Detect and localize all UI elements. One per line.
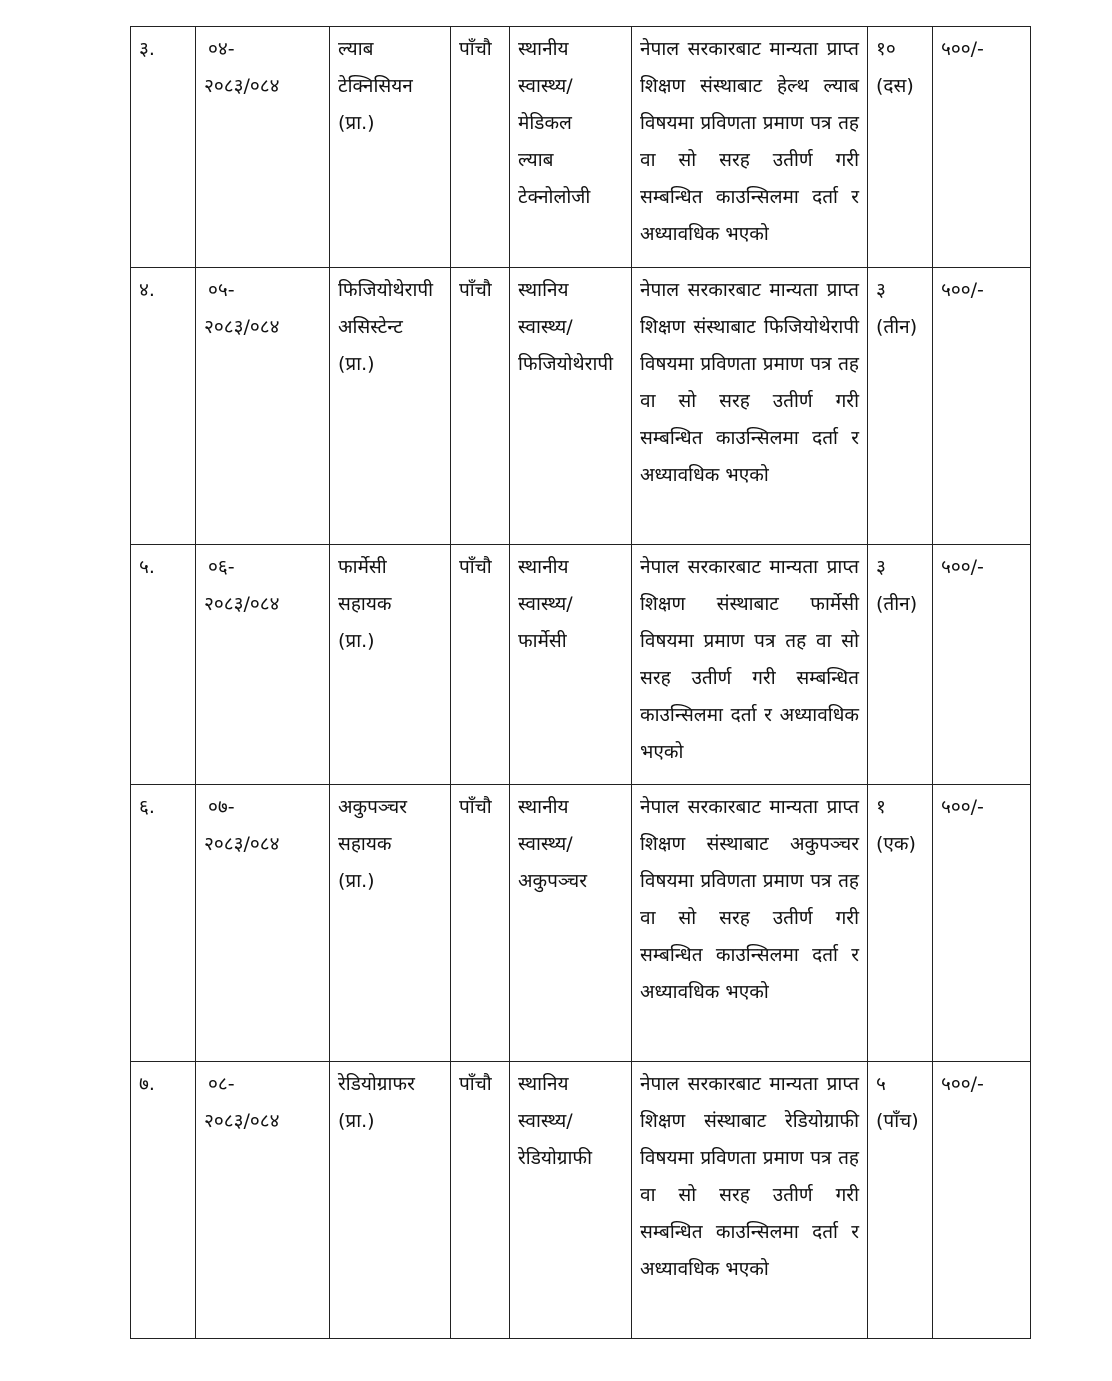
serial-number-cell — [131, 1062, 196, 1339]
table-body — [131, 27, 1031, 1339]
post-name-line: (प्रा.) — [338, 870, 375, 892]
qualification-text: नेपाल सरकारबाट मान्यता प्राप्त शिक्षण संस्थाबाट फार्मेसी विषयमा प्रमाण पत्र तह वा सो सरह उतीर्ण गरी सम्बन्धित काउन्सिलमा दर्ता र अध्यावधिक भएको — [640, 556, 859, 763]
qualification-text: नेपाल सरकारबाट मान्यता प्राप्त शिक्षण संस्थाबाट रेडियोग्राफी विषयमा प्रविणता प्रमाण पत्र तह वा सो सरह उतीर्ण गरी सम्बन्धित काउन्सिलमा दर्ता र अध्यावधिक भएको — [640, 1073, 859, 1280]
serial-number-cell — [131, 27, 196, 268]
post-name-line: सहायक — [338, 833, 392, 855]
table-row — [131, 27, 1031, 268]
service-group-line: स्वास्थ्य/ — [518, 75, 573, 97]
service-group-line: अकुपञ्चर — [518, 870, 587, 892]
service-group-line: रेडियोग्राफी — [518, 1147, 593, 1169]
serial-number-cell — [131, 785, 196, 1062]
application-fee: ५००/- — [941, 38, 984, 60]
table-row — [131, 268, 1031, 545]
advertisement-code-line: ०७- — [208, 796, 235, 818]
advertisement-code-line: ०६- — [208, 556, 235, 578]
serial-number-cell — [131, 545, 196, 785]
qualification-cell — [632, 1062, 868, 1339]
qualification-cell — [632, 268, 868, 545]
level-cell — [451, 785, 510, 1062]
service-group-line: फिजियोथेरापी — [518, 353, 614, 375]
post-name-line: (प्रा.) — [338, 112, 375, 134]
post-name-line: (प्रा.) — [338, 630, 375, 652]
serial-number: ७. — [139, 1073, 155, 1095]
service-group-line: फार्मेसी — [518, 630, 567, 652]
serial-number-cell — [131, 268, 196, 545]
advertisement-code-line: ०५- — [208, 279, 235, 301]
service-group-line: स्वास्थ्य/ — [518, 833, 573, 855]
table-row — [131, 545, 1031, 785]
qualification-text: नेपाल सरकारबाट मान्यता प्राप्त शिक्षण संस्थाबाट फिजियोथेरापी विषयमा प्रविणता प्रमाण पत्र तह वा सो सरह उतीर्ण गरी सम्बन्धित काउन्सिलमा दर्ता र अध्यावधिक भएको — [640, 279, 859, 486]
post-name-line: फिजियोथेरापी — [338, 279, 434, 301]
qualification-text: नेपाल सरकारबाट मान्यता प्राप्त शिक्षण संस्थाबाट हेल्थ ल्याब विषयमा प्रविणता प्रमाण पत्र तह वा सो सरह उतीर्ण गरी सम्बन्धित काउन्सिलमा दर्ता र अध्यावधिक भएको — [640, 38, 859, 245]
post-name-line: (प्रा.) — [338, 353, 375, 375]
vacancy-table — [130, 26, 1031, 1339]
table-row — [131, 785, 1031, 1062]
level: पाँचौ — [459, 279, 492, 301]
post-name-line: फार्मेसी — [338, 556, 387, 578]
level-cell — [451, 545, 510, 785]
vacancy-count-cell — [868, 27, 933, 268]
level: पाँचौ — [459, 1073, 492, 1095]
post-name-line: ल्याब — [338, 38, 374, 60]
qualification-cell — [632, 27, 868, 268]
service-group-line: स्वास्थ्य/ — [518, 593, 573, 615]
level-cell — [451, 1062, 510, 1339]
vacancy-count-line: ३ — [876, 556, 886, 578]
vacancy-count-line: (एक) — [876, 833, 916, 855]
serial-number: ६. — [139, 796, 155, 818]
vacancy-count-line: (तीन) — [876, 593, 918, 615]
vacancy-count-line: १ — [876, 796, 886, 818]
service-group-cell — [510, 27, 632, 268]
vacancy-count-line: ३ — [876, 279, 886, 301]
application-fee-cell — [933, 785, 1031, 1062]
advertisement-code-cell — [196, 785, 330, 1062]
service-group-cell — [510, 785, 632, 1062]
post-name-line: (प्रा.) — [338, 1110, 375, 1132]
qualification-cell — [632, 545, 868, 785]
advertisement-code-line: २०८३/०८४ — [204, 75, 280, 97]
vacancy-count-line: (पाँच) — [876, 1110, 919, 1132]
serial-number: ५. — [139, 556, 155, 578]
advertisement-code-line: २०८३/०८४ — [204, 593, 280, 615]
application-fee-cell — [933, 1062, 1031, 1339]
vacancy-count-line: (दस) — [876, 75, 914, 97]
level-cell — [451, 27, 510, 268]
post-name-cell — [330, 545, 451, 785]
advertisement-code-cell — [196, 545, 330, 785]
post-name-line: असिस्टेन्ट — [338, 316, 403, 338]
advertisement-code-line: २०८३/०८४ — [204, 316, 280, 338]
post-name-line: सहायक — [338, 593, 392, 615]
vacancy-count-cell — [868, 545, 933, 785]
post-name-cell — [330, 27, 451, 268]
application-fee: ५००/- — [941, 1073, 984, 1095]
post-name-cell — [330, 268, 451, 545]
advertisement-code-cell — [196, 268, 330, 545]
serial-number: ४. — [139, 279, 155, 301]
service-group-line: स्थानीय — [518, 796, 569, 818]
level: पाँचौ — [459, 38, 492, 60]
post-name-line: रेडियोग्राफर — [338, 1073, 415, 1095]
qualification-cell — [632, 785, 868, 1062]
vacancy-count-cell — [868, 785, 933, 1062]
service-group-cell — [510, 268, 632, 545]
application-fee-cell — [933, 27, 1031, 268]
service-group-line: स्थानिय — [518, 1073, 569, 1095]
service-group-line: टेक्नोलोजी — [518, 186, 591, 208]
advertisement-code-line: २०८३/०८४ — [204, 1110, 280, 1132]
application-fee: ५००/- — [941, 556, 984, 578]
table-row — [131, 1062, 1031, 1339]
level: पाँचौ — [459, 556, 492, 578]
vacancy-count-line: (तीन) — [876, 316, 918, 338]
vacancy-count-line: ५ — [876, 1073, 886, 1095]
post-name-cell — [330, 785, 451, 1062]
serial-number: ३. — [139, 38, 155, 60]
qualification-text: नेपाल सरकारबाट मान्यता प्राप्त शिक्षण संस्थाबाट अकुपञ्चर विषयमा प्रविणता प्रमाण पत्र तह वा सो सरह उतीर्ण गरी सम्बन्धित काउन्सिलमा दर्ता र अध्यावधिक भएको — [640, 796, 859, 1003]
post-name-cell — [330, 1062, 451, 1339]
service-group-line: ल्याब — [518, 149, 554, 171]
post-name-line: टेक्निसियन — [338, 75, 413, 97]
service-group-line: स्वास्थ्य/ — [518, 316, 573, 338]
advertisement-code-cell — [196, 27, 330, 268]
service-group-line: स्थानिय — [518, 279, 569, 301]
service-group-cell — [510, 1062, 632, 1339]
service-group-line: मेडिकल — [518, 112, 572, 134]
level-cell — [451, 268, 510, 545]
application-fee: ५००/- — [941, 796, 984, 818]
service-group-line: स्थानीय — [518, 38, 569, 60]
advertisement-code-line: ०८- — [208, 1073, 235, 1095]
level: पाँचौ — [459, 796, 492, 818]
service-group-cell — [510, 545, 632, 785]
vacancy-count-line: १० — [876, 38, 896, 60]
application-fee-cell — [933, 268, 1031, 545]
advertisement-code-line: २०८३/०८४ — [204, 833, 280, 855]
service-group-line: स्वास्थ्य/ — [518, 1110, 573, 1132]
vacancy-count-cell — [868, 1062, 933, 1339]
service-group-line: स्थानीय — [518, 556, 569, 578]
application-fee: ५००/- — [941, 279, 984, 301]
advertisement-code-line: ०४- — [208, 38, 235, 60]
application-fee-cell — [933, 545, 1031, 785]
advertisement-code-cell — [196, 1062, 330, 1339]
vacancy-count-cell — [868, 268, 933, 545]
post-name-line: अकुपञ्चर — [338, 796, 407, 818]
